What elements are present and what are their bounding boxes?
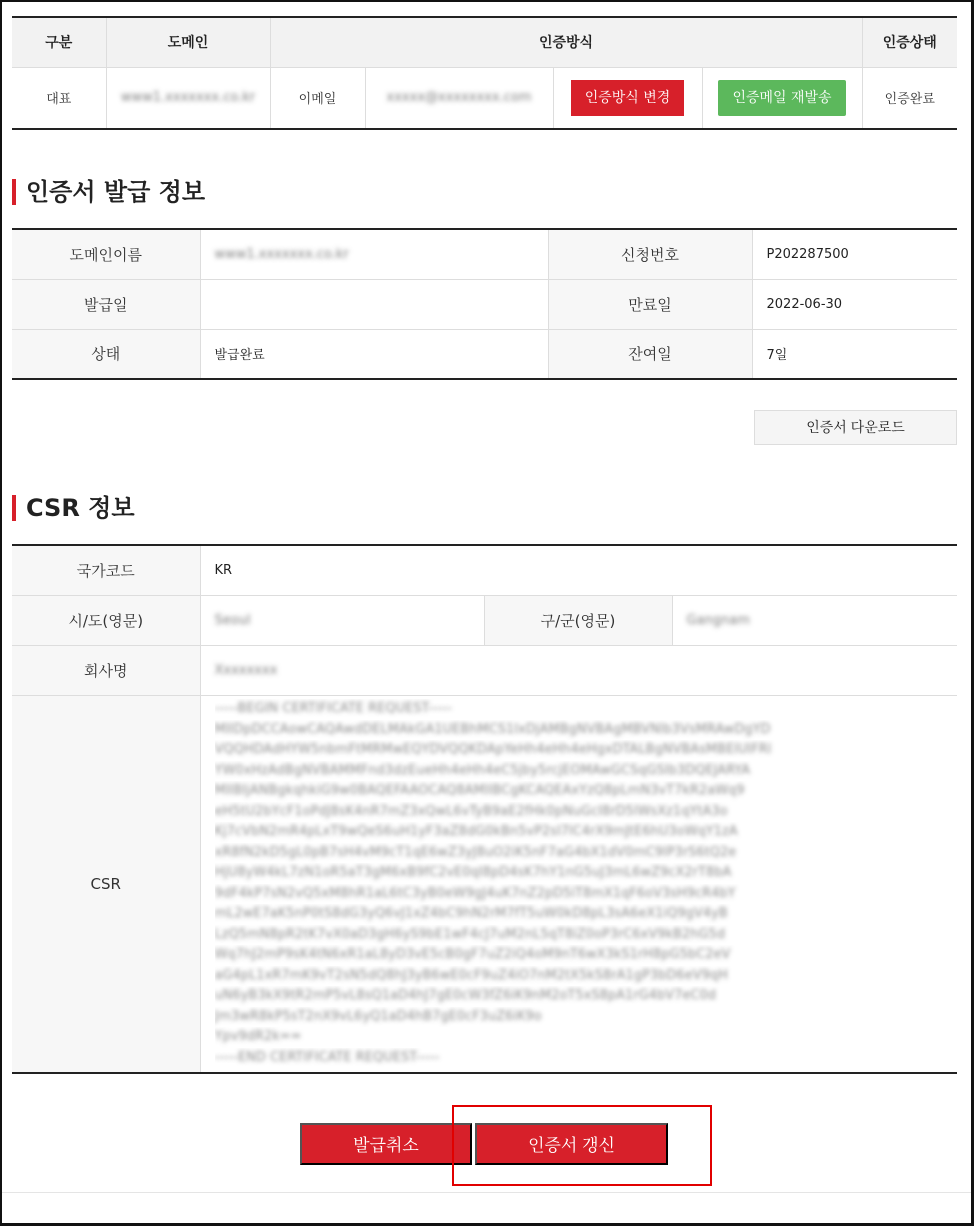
csr-line: Wq7hJ2mP9sK4tN6xR1aL8yD3vE5cB0gF7uZ2iQ4oM9nT6wX3kS1rH8pG5bC2eV xyxy=(214,947,731,963)
csr-line: Jm3wR8kP5sT2nX9vL6yQ1aD4hB7gE0cF3uZ6iK9o xyxy=(214,1008,542,1024)
cert-section-title: 인증서 발급 정보 xyxy=(12,178,205,206)
csr-line: uN6yB3kX9tR2mP5vL8sQ1aD4hJ7gE0cW3fZ6iK9nM2oT5xS8pA1rG4bV7eC0d xyxy=(214,988,716,1004)
csr-line: VQQHDAdHYW5nbmFtMRMwEQYDVQQKDApYeHh4eHh4eHgxDTALBgNVBAsMBElUIFRl xyxy=(214,742,772,758)
csr-info-table xyxy=(12,544,957,1074)
auth-table-header xyxy=(12,17,957,67)
label-remaining: 잔여일 xyxy=(548,329,752,379)
highlight-box xyxy=(452,1105,712,1186)
header-status: 인증상태 xyxy=(862,17,957,67)
csr-line: -----END CERTIFICATE REQUEST----- xyxy=(214,1049,440,1065)
csr-line: eH5tU2bYcF1oPdJ8sK4nR7mZ3xQwL6vTyB9aE2fHk0pNuGcI8rD5lWsXz1qYtA3o xyxy=(214,803,728,819)
csr-line: Ypv9dR2k== xyxy=(214,1029,302,1045)
csr-section-title: CSR 정보 xyxy=(12,494,135,522)
header-type: 구분 xyxy=(12,17,106,67)
csr-text-block xyxy=(200,695,957,1073)
auth-type: 대표 xyxy=(12,67,106,129)
divider xyxy=(2,1192,971,1193)
csr-line: aG4pL1xR7mK9vT2sN5dQ8hJ3yB6wE0cF9uZ4iO7nM2tX5kS8rA1gP3bD6eV9qH xyxy=(214,967,728,983)
label-domain-name: 도메인이름 xyxy=(12,229,200,279)
csr-line: LzQ5mN8pR2tK7vX0aD3gH6yS9bE1wF4cJ7uM2nL5qT8iZ0oP3rC6xV9kB2hG5d xyxy=(214,926,726,942)
label-city: 구/군(영문) xyxy=(484,595,672,645)
label-company: 회사명 xyxy=(12,645,200,695)
csr-line: MIIDpDCCAowCAQAwdDELMAkGA1UEBhMCS1IxDjAMBgNVBAgMBVNlb3VsMRAwDgYD xyxy=(214,721,771,737)
value-domain-name: www1.xxxxxxx.co.kr xyxy=(214,246,349,262)
renew-certificate-button[interactable]: 인증서 갱신 xyxy=(475,1123,668,1165)
label-request-no: 신청번호 xyxy=(548,229,752,279)
value-issue-date xyxy=(200,279,548,329)
resend-email-button[interactable]: 인증메일 재발송 xyxy=(718,80,845,116)
label-country: 국가코드 xyxy=(12,545,200,595)
csr-line: 9dF4kP7sN2vQ5xM8hR1aL6tC3yB0eW9gJ4uK7nZ2pD5iT8mX1qF6oV3sH9cR4bY xyxy=(214,885,736,901)
label-csr: CSR xyxy=(12,695,200,1073)
header-method: 인증방식 xyxy=(270,17,862,67)
csr-line: -----BEGIN CERTIFICATE REQUEST----- xyxy=(214,701,452,717)
csr-line: MIIBIjANBgkqhkiG9w0BAQEFAAOCAQ8AMIIBCgKCAQEAxYzQ8pLmN3vT7kR2aWq9 xyxy=(214,783,745,799)
table-row xyxy=(12,329,957,379)
csr-line: HjU8yW4kL7zN1oR5aT3gM6xB9fC2vE0qI8pD4sK7hY1nG5uJ3mL6wZ9cX2rT8bA xyxy=(214,865,732,881)
auth-table xyxy=(12,16,957,130)
label-expiry-date: 만료일 xyxy=(548,279,752,329)
auth-method: 이메일 xyxy=(270,67,365,129)
table-row xyxy=(12,595,957,645)
change-method-button[interactable]: 인증방식 변경 xyxy=(571,80,685,116)
csr-line: Kj7cVbN2mR4pLxT9wQeS6uH1yF3aZ8dG0kBn5vP2sI7lC4rX9mJtE6hU3oWqY1zA xyxy=(214,824,738,840)
cancel-issue-button[interactable]: 발급취소 xyxy=(300,1123,472,1165)
table-row xyxy=(12,279,957,329)
csr-line: xR8fN2kD5gL0pB7sH4vM9cT1qE6wZ3yJ8uO2iK5nF7aG4bX1dV0mC9lP3rS6tQ2e xyxy=(214,844,737,860)
table-row xyxy=(12,645,957,695)
table-row xyxy=(12,67,957,129)
auth-domain: www1.xxxxxxx.co.kr xyxy=(120,90,256,106)
label-province: 시/도(영문) xyxy=(12,595,200,645)
value-remaining: 7일 xyxy=(752,329,957,379)
value-province: Seoul xyxy=(214,612,251,628)
value-expiry-date: 2022-06-30 xyxy=(752,279,957,329)
value-city: Gangnam xyxy=(686,612,750,628)
value-country: KR xyxy=(200,545,957,595)
cert-info-table xyxy=(12,228,957,380)
table-row xyxy=(12,545,957,595)
label-issue-date: 발급일 xyxy=(12,279,200,329)
table-row xyxy=(12,229,957,279)
value-company: Xxxxxxxx xyxy=(214,662,278,678)
csr-line: YW0xHzAdBgNVBAMMFnd3dzEueHh4eHh4eC5jby5rcjEOMAwGCSqGSIb3DQEJARYA xyxy=(214,762,751,778)
header-domain: 도메인 xyxy=(106,17,270,67)
value-state: 발급완료 xyxy=(200,329,548,379)
value-request-no: P202287500 xyxy=(752,229,957,279)
table-row xyxy=(12,695,957,1073)
auth-status: 인증완료 xyxy=(862,67,957,129)
download-certificate-button[interactable]: 인증서 다운로드 xyxy=(754,410,957,445)
auth-email: xxxxx@xxxxxxxx.com xyxy=(386,90,532,106)
label-state: 상태 xyxy=(12,329,200,379)
csr-line: mL2wE7aK5nP0tS8dG3yQ6vJ1xZ4bC9hN2rM7fT5uW0kD8pL3sA6eX1iQ9gV4yB xyxy=(214,906,728,922)
